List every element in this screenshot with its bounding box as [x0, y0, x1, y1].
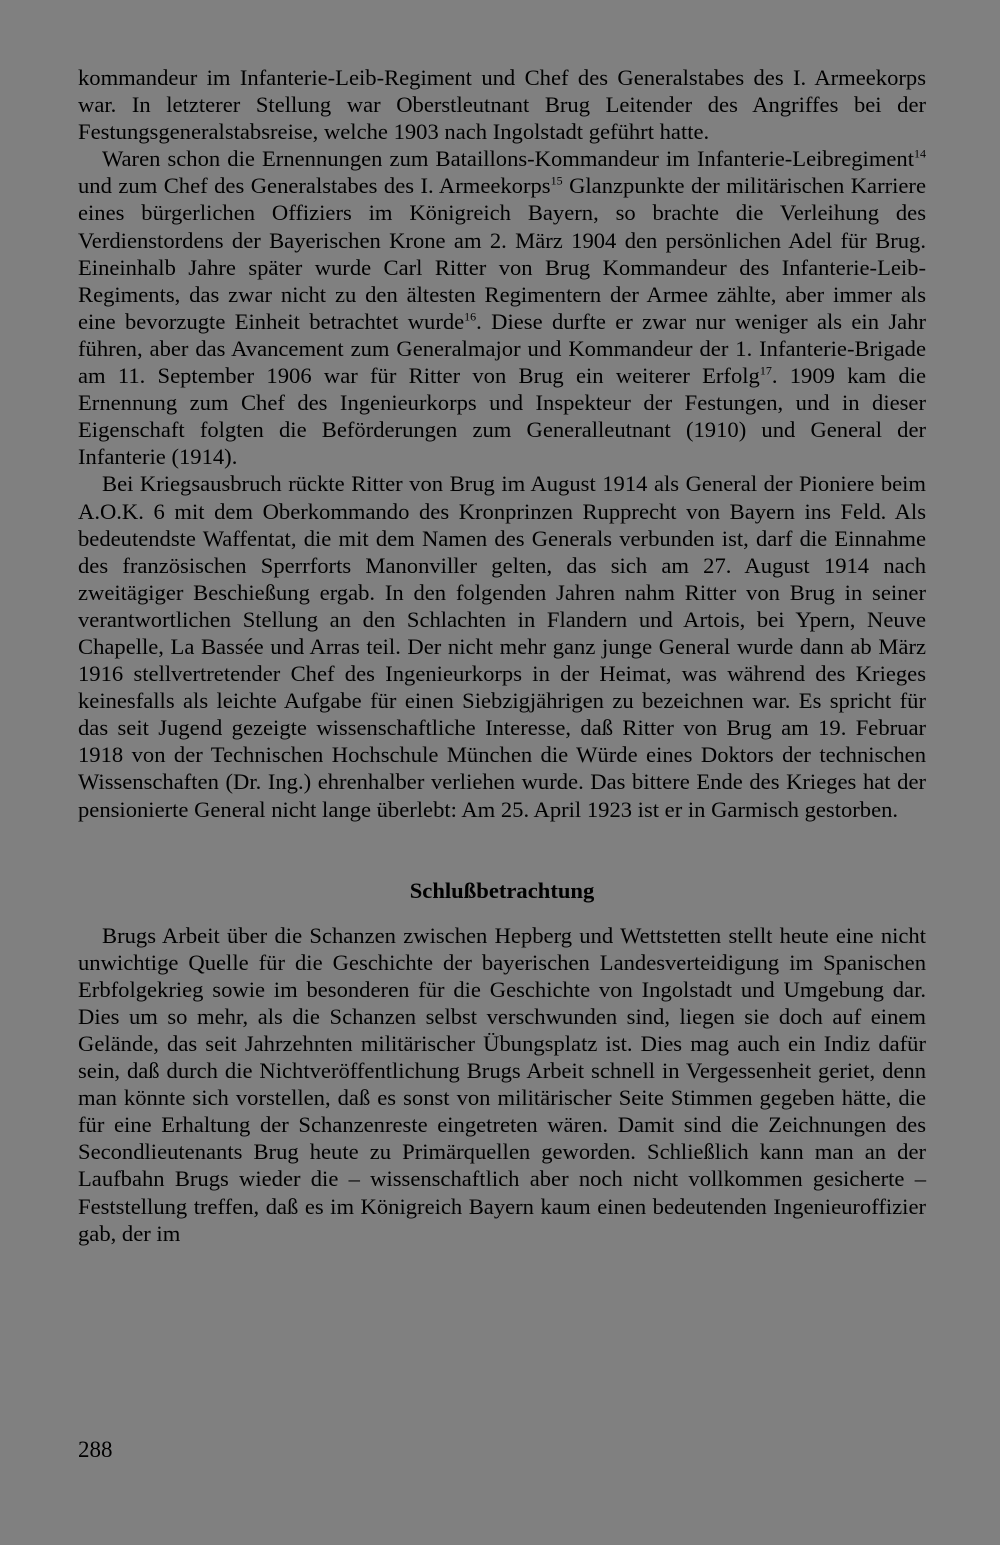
footnote-ref-14: 14 — [914, 146, 926, 161]
document-page — [78, 64, 926, 1247]
page-number: 288 — [78, 1437, 113, 1462]
paragraph-2-text-b: und zum Chef des Generalstabes des I. Armeekorps — [78, 173, 551, 199]
footnote-ref-16: 16 — [464, 309, 477, 324]
paragraph-2-text-e: . 1909 kam die Ernennung zum Chef des Ingenieurkorps und Inspekteur der Festungen, und in dieser Eigenschaft folgten die Beförderungen zum Generalleutnant (1910) und General der Infanterie (1914). — [78, 363, 926, 470]
paragraph-2 — [78, 145, 926, 470]
paragraph-2-text-d: . Diese durfte er zwar nur weniger als ein Jahr führen, aber das Avancement zum Generalmajor und Kommandeur der 1. Infanterie-Brigade am 11. September 1906 war für Ritter von Brug ein weiterer Erfolg — [78, 308, 926, 389]
section-heading: Schlußbetrachtung — [409, 877, 595, 903]
paragraph-1: kommandeur im Infanterie-Leib-Regiment und Chef des Generalstabes des I. Armeekorps war. In letzterer Stellung war Oberstleutnant Brug Leitender des Angriffes bei der Festungsgeneralstabsreise, welche 1903 nach Ingolstadt geführt hatte. — [78, 65, 926, 145]
footnote-ref-17: 17 — [759, 363, 772, 378]
paragraph-3: Bei Kriegsausbruch rückte Ritter von Brug im August 1914 als General der Pioniere beim A.O.K. 6 mit dem Oberkommando des Kronprinzen Rupprecht von Bayern ins Feld. Als bedeutendste Waffentat, die mit dem Namen des Generals verbunden ist, darf die Einnahme des französischen Sperrforts Manonviller gelten, das sich am 27. August 1914 nach zweitägiger Beschießung ergab. In den folgenden Jahren nahm Ritter von Brug in seiner verantwortlichen Stellung an den Schlachten in Flandern und Artois, bei Ypern, Neuve Chapelle, La Bassée und Arras teil. Der nicht mehr ganz junge General wurde dann ab März 1916 stellvertretender Chef des Ingenieurkorps in der Heimat, was während des Krieges keinesfalls als leichte Aufgabe für einen Siebzigjährigen zu bezeichnen war. Es spricht für das seit Jugend gezeigte wissenschaftliche Interesse, daß Ritter von Brug am 19. Februar 1918 von der Technischen Hochschule München die Würde eines Doktors der technischen Wissenschaften (Dr. Ing.) ehrenhalber verliehen wurde. Das bittere Ende des Krieges hat der pensionierte General nicht lange überlebt: Am 25. April 1923 ist er in Garmisch gestorben. — [78, 471, 926, 822]
paragraph-4: Brugs Arbeit über die Schanzen zwischen Hepberg und Wettstetten stellt heute eine nicht unwichtige Quelle für die Geschichte der bayerischen Landesverteidigung im Spanischen Erbfolgekrieg sowie im besonderen für die Geschichte von Ingolstadt und Umgebung dar. Dies um so mehr, als die Schanzen selbst verschwunden sind, liegen sie doch auf einem Gelände, das seit Jahrzehnten militärischer Übungsplatz ist. Dies mag auch ein Indiz dafür sein, daß durch die Nichtveröffentlichung Brugs Arbeit schnell in Vergessenheit geriet, denn man könnte sich vorstellen, daß es sonst von militärischer Seite Stimmen gegeben hätte, die für eine Erhaltung der Schanzenreste eingetreten wären. Damit sind die Zeichnungen des Secondlieutenants Brug heute zu Primärquellen geworden. Schließlich kann man an der Laufbahn Brugs wieder die – wissenschaftlich aber noch nicht vollkommen gesicherte – Feststellung treffen, daß es im Königreich Bayern kaum einen bedeutenden Ingenieuroffizier gab, der im — [78, 922, 926, 1246]
paragraph-2-text-c: Glanzpunkte der militärischen Karriere eines bürgerlichen Offiziers im Königreich Bayern, so brachte die Verleihung des Verdienstordens der Bayerischen Krone am 2. März 1904 den persönlichen Adel für Brug. Eineinhalb Jahre später wurde Carl Ritter von Brug Kommandeur des Infanterie-Leib-Regiments, das zwar nicht zu den ältesten Regimentern der Armee zählte, aber immer als eine bevorzugte Einheit betrachtet wurde — [78, 173, 926, 334]
paragraph-2-text-a: Waren schon die Ernennungen zum Bataillons-Kommandeur im Infanterie-Leibregiment — [102, 146, 914, 172]
footnote-ref-15: 15 — [550, 173, 563, 188]
